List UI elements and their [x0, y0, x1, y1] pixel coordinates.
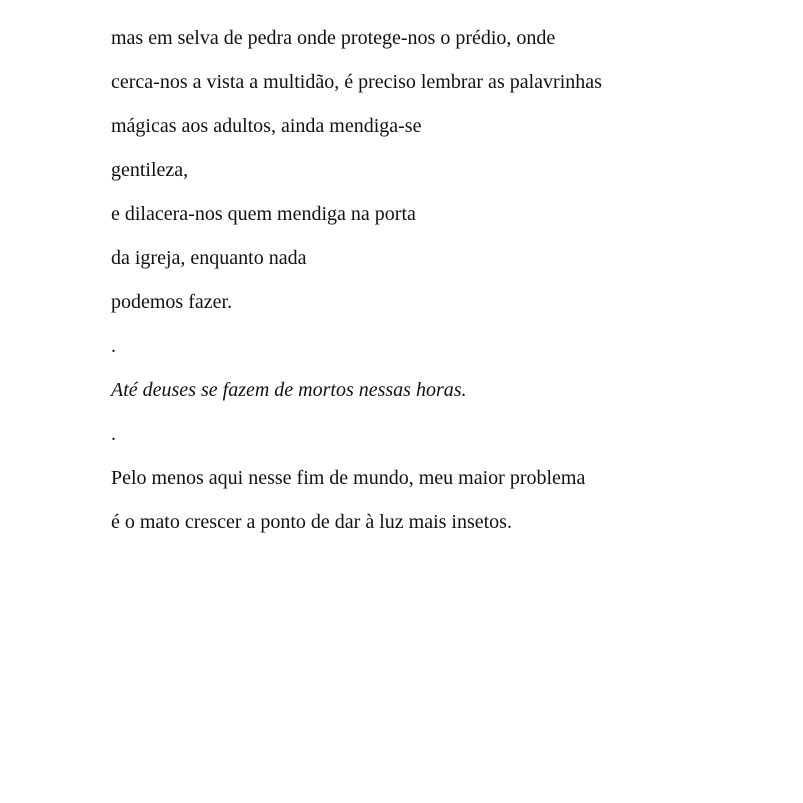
poem-line: podemos fazer. — [111, 291, 233, 313]
poem-line: gentileza, — [111, 159, 189, 181]
poem-line: da igreja, enquanto nada — [111, 247, 307, 269]
stanza-separator-dot: . — [111, 423, 116, 445]
poem-line: e dilacera-nos quem mendiga na porta — [111, 203, 416, 225]
poem-line-italic: Até deuses se fazem de mortos nessas horas. — [111, 379, 467, 401]
poem-line: é o mato crescer a ponto de dar à luz mais insetos. — [111, 511, 512, 533]
poem-line: cerca-nos a vista a multidão, é preciso lembrar as palavrinhas — [111, 71, 602, 93]
poem-line: Pelo menos aqui nesse fim de mundo, meu maior problema — [111, 467, 586, 489]
stanza-separator-dot: . — [111, 335, 116, 357]
poem-line: mas em selva de pedra onde protege-nos o prédio, onde — [111, 27, 556, 49]
poem-line: mágicas aos adultos, ainda mendiga-se — [111, 115, 422, 137]
